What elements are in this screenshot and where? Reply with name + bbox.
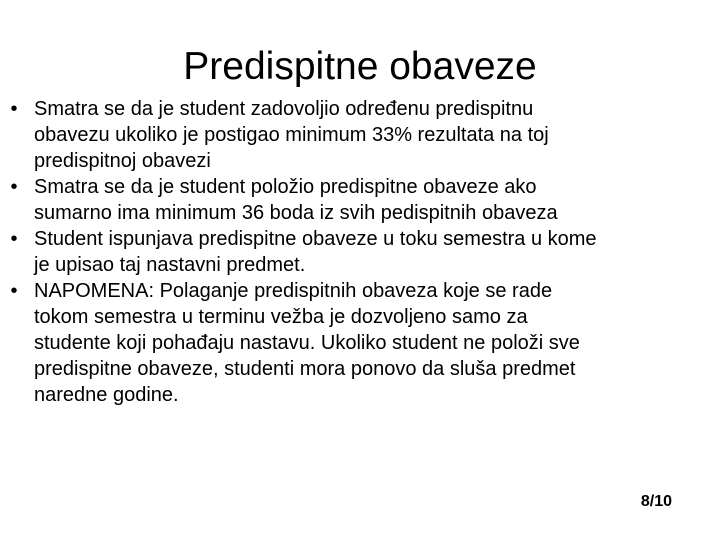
bullet-icon: • [10,280,18,302]
bullet-item [0,96,716,174]
bullet-icon: • [10,176,18,198]
bullet-icon: • [10,228,18,250]
bullet-item [0,278,716,408]
bullet-list [0,96,716,408]
bullet-item [0,226,716,278]
bullet-item [0,174,716,226]
bullet-text: Student ispunjava predispitne obaveze u toku semestra u kome je upisao taj nastavni predmet. [34,228,597,276]
slide-title: Predispitne obaveze [183,45,537,88]
bullet-text: NAPOMENA: Polaganje predispitnih obaveza koje se rade tokom semestra u terminu vežba je dozvoljeno samo za studente koji pohađaju nastavu. Ukoliko student ne položi sve predispitne obaveze, studenti mora ponovo da sluša predmet naredne godine. [34,280,580,406]
bullet-icon: • [10,98,18,120]
bullet-text: Smatra se da je student zadovoljio određenu predispitnu obavezu ukoliko je postigao minimum 33% rezultata na toj predispitnoj obavezi [34,98,549,172]
bullet-text: Smatra se da je student položio predispitne obaveze ako sumarno ima minimum 36 boda iz svih pedispitnih obaveza [34,176,558,224]
page-number: 8/10 [640,493,672,510]
